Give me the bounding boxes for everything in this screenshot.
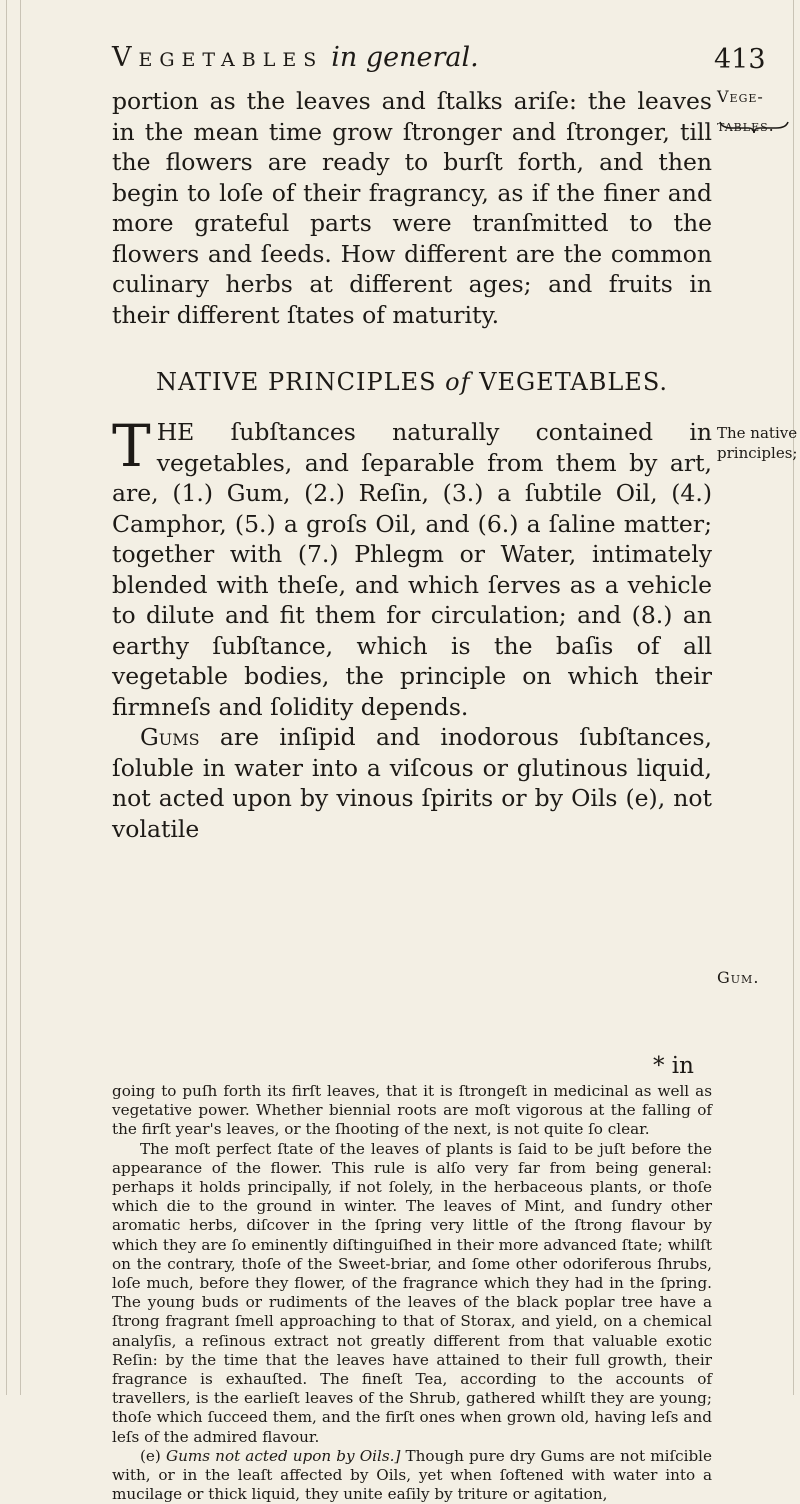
footnote-label: (e): [140, 1446, 161, 1465]
margin-note-vege: Vege-: [717, 87, 764, 106]
running-head-italic: in general.: [331, 42, 479, 73]
margin-note-tables: tables.: [717, 116, 775, 135]
footnote-heading: Gums not acted upon by Oils.]: [165, 1446, 401, 1465]
page-edge-line: [20, 0, 21, 1395]
page-number: 413: [714, 44, 766, 75]
drop-cap: T: [112, 412, 151, 480]
paragraph-principles: [112, 412, 712, 844]
footnote-e: [112, 1447, 712, 1504]
paragraph-lead-gums: Gums: [140, 723, 200, 751]
margin-note-gum: Gum.: [717, 968, 760, 987]
paragraph-text: ſubſtances naturally contained in vegetables, and ſeparable from them by art, are, (1.) Gum, (2.) Reſin, (3.) a ſubtile Oil, (4.) Camphor, (5.) a groſs Oil, and (6.) a ſaline matter; together with (7.) Phlegm or Water, intimately blended with theſe, and which ſerves as a vehicle to dilute and fit them for circulation; and (8.) an earthy ſubſtance, which is the baſis of all vegetable bodies, the principle on which their firmneſs and ſolidity depends.: [112, 418, 712, 721]
footnote-text: Though pure dry Gums are not miſcible with, or in the leaſt affected by Oils, yet when ſoftened with water into a mucilage or thick liquid, they unite eaſily by triture or agitation,: [112, 1446, 713, 1504]
margin-note-native: The native: [717, 424, 798, 442]
footnotes: [112, 1082, 712, 1504]
paragraph-text: portion as the leaves and ſtalks ariſe: the leaves in the mean time grow ſtronger and ſtronger, till the flowers are ready to burſt forth, and then begin to loſe of their fragrancy, as if the finer and more grateful parts were tranſmitted to the flowers and ſeeds. How different are the common culinary herbs at different ages; and fruits in their different ſtates of maturity.: [112, 87, 712, 329]
running-head-caps: Vegetables: [112, 42, 324, 73]
paragraph-text: are inſipid and inodorous ſubſtances, ſoluble in water into a viſcous or glutinous liquid, not acted upon by vinous ſpirits or by Oils (e), not volatile: [112, 723, 712, 843]
section-title-pre: NATIVE PRINCIPLES: [155, 368, 437, 396]
footnote-continued: going to puſh forth its firſt leaves, that it is ſtrongeſt in medicinal as well as vegetative power. Whether biennial roots are moſt vigorous at the falling of the firſt year's leaves, or the ſhooting of the next, is not quite ſo clear.: [112, 1082, 712, 1139]
section-title-post: VEGETABLES.: [479, 368, 669, 396]
running-head: [112, 42, 712, 73]
section-title-of: of: [445, 368, 471, 396]
page-edge-line: [6, 0, 7, 1395]
section-title: [112, 368, 712, 396]
page-edge-line: [793, 0, 794, 1395]
margin-note-principles: principles;: [717, 444, 798, 462]
paragraph-continued: [112, 86, 712, 330]
margin-brace-icon: [718, 120, 790, 134]
footnote-paragraph: The moſt perfect ſtate of the leaves of plants is ſaid to be juſt before the appearance of the flower. This rule is alſo very far from being general: perhaps it holds principally, if not ſolely, in the herbaceous plants, or thoſe which die to the ground in winter. The leaves of Mint, and ſundry other aromatic herbs, diſcover in the ſpring very little of the ſtrong flavour by which they are ſo eminently diſtinguiſhed in their more advanced ſtate; whilſt on the contrary, thoſe of the Sweet-briar, and ſome other odoriferous ſhrubs, loſe much, before they flower, of the fragrance which they had in the ſpring. The young buds or rudiments of the leaves of the black poplar tree have a ſtrong fragrant ſmell approaching to that of Storax, and yield, on a chemical analyſis, a reſinous extract not greatly different from that valuable exotic Reſin: by the time that the leaves have attained to their full growth, their fragrance is exhauſted. The fineſt Tea, according to the accounts of travellers, is the earlieſt leaves of the Shrub, gathered whilſt they are young; thoſe which ſucceed them, and the firſt ones when grown old, having leſs and leſs of the admired flavour.: [112, 1139, 712, 1446]
paragraph-lead: HE: [156, 418, 195, 446]
catchword: * in: [653, 1053, 694, 1079]
